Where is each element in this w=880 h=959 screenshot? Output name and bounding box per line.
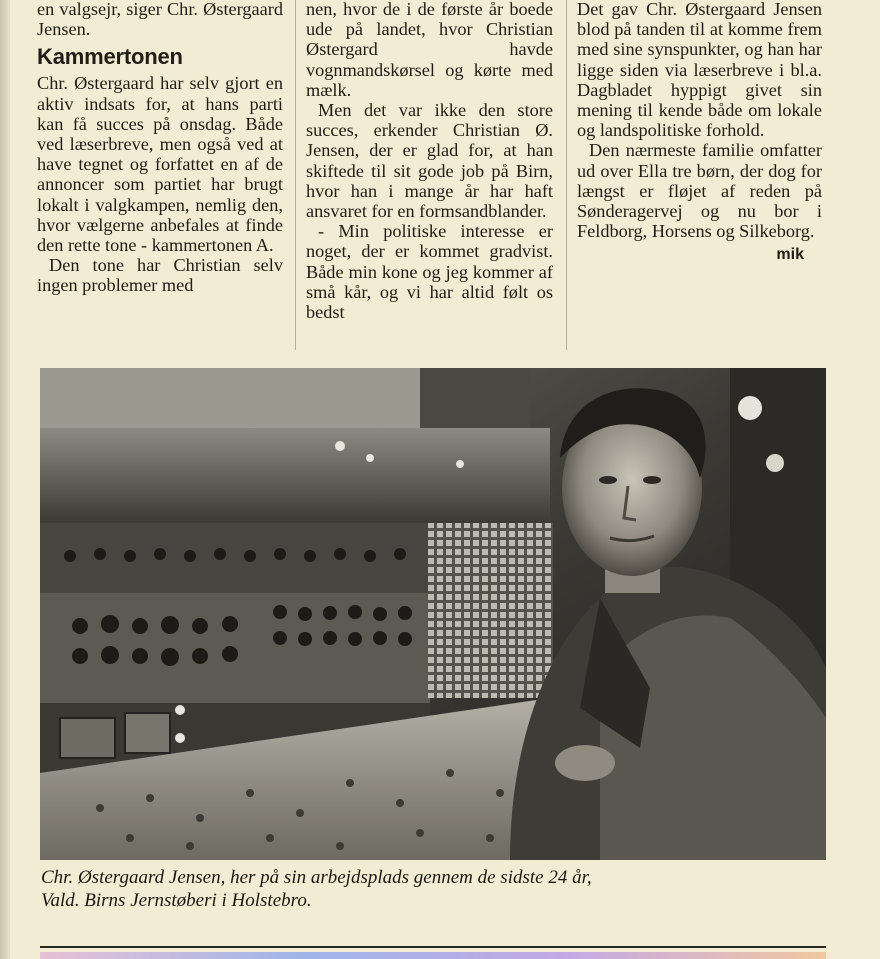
paragraph: nen, hvor de i de første år boede ude på landet, hvor Christian Østergard havde vognmandskørsel og kørte med mælk. bbox=[306, 0, 553, 100]
caption-line: Chr. Østergaard Jensen, her på sin arbejdsplads gennem de sidste 24 år, bbox=[41, 867, 592, 888]
paragraph: Det gav Chr. Østergaard Jensen blod på tanden til at komme frem med sine synspunkter, og han har ligge siden via læserbreve i bl.a. Dagbladet hyppigt givet sin mening til kende både om lokale og landspolitiske forhold. bbox=[577, 0, 822, 141]
byline: mik bbox=[776, 246, 804, 264]
paragraph: Chr. Østergaard har selv gjort en aktiv indsats for, at hans parti kan få succes på onsdag. Både ved læserbreve, men også ved at have tegnet og forfattet en af de annoncer som partiet har brugt lokalt i valgkampen, nemlig den, hvor vælgerne anbefales at finde den rette tone - kammertonen A. bbox=[37, 73, 283, 256]
article-column-1 bbox=[37, 0, 283, 296]
column-rule bbox=[295, 0, 296, 350]
paragraph: - Min politiske interesse er noget, der er kommet gradvist. Både min kone og jeg kommer af små kår, og vi har altid følt os bedst bbox=[306, 221, 553, 323]
article-column-3 bbox=[577, 0, 822, 266]
photo-caption bbox=[41, 866, 841, 912]
paragraph: en valgsejr, siger Chr. Østergaard Jensen. bbox=[37, 0, 283, 40]
news-photo bbox=[40, 368, 826, 860]
page-edge bbox=[0, 0, 10, 959]
article-column-2 bbox=[306, 0, 553, 322]
paragraph: Den nærmeste familie omfatter ud over Ella tre børn, der dog for længst er fløjet af reden på Sønderagervej og nu bor i Feldborg, Horsens og Silkeborg. bbox=[577, 140, 822, 242]
section-heading: Kammertonen bbox=[37, 44, 183, 70]
caption-line: Vald. Birns Jernstøberi i Holstebro. bbox=[41, 890, 312, 911]
photo-illustration bbox=[40, 368, 826, 860]
bottom-rule bbox=[40, 946, 826, 948]
paragraph: Men det var ikke den store succes, erkender Christian Ø. Jensen, der er glad for, at han skiftede til sit gode job på Birn, hvor han i mange år har haft ansvaret for en formsandblander. bbox=[306, 100, 553, 222]
paragraph: Den tone har Christian selv ingen problemer med bbox=[37, 255, 283, 296]
column-rule bbox=[566, 0, 567, 350]
bottom-color-strip bbox=[40, 952, 826, 959]
